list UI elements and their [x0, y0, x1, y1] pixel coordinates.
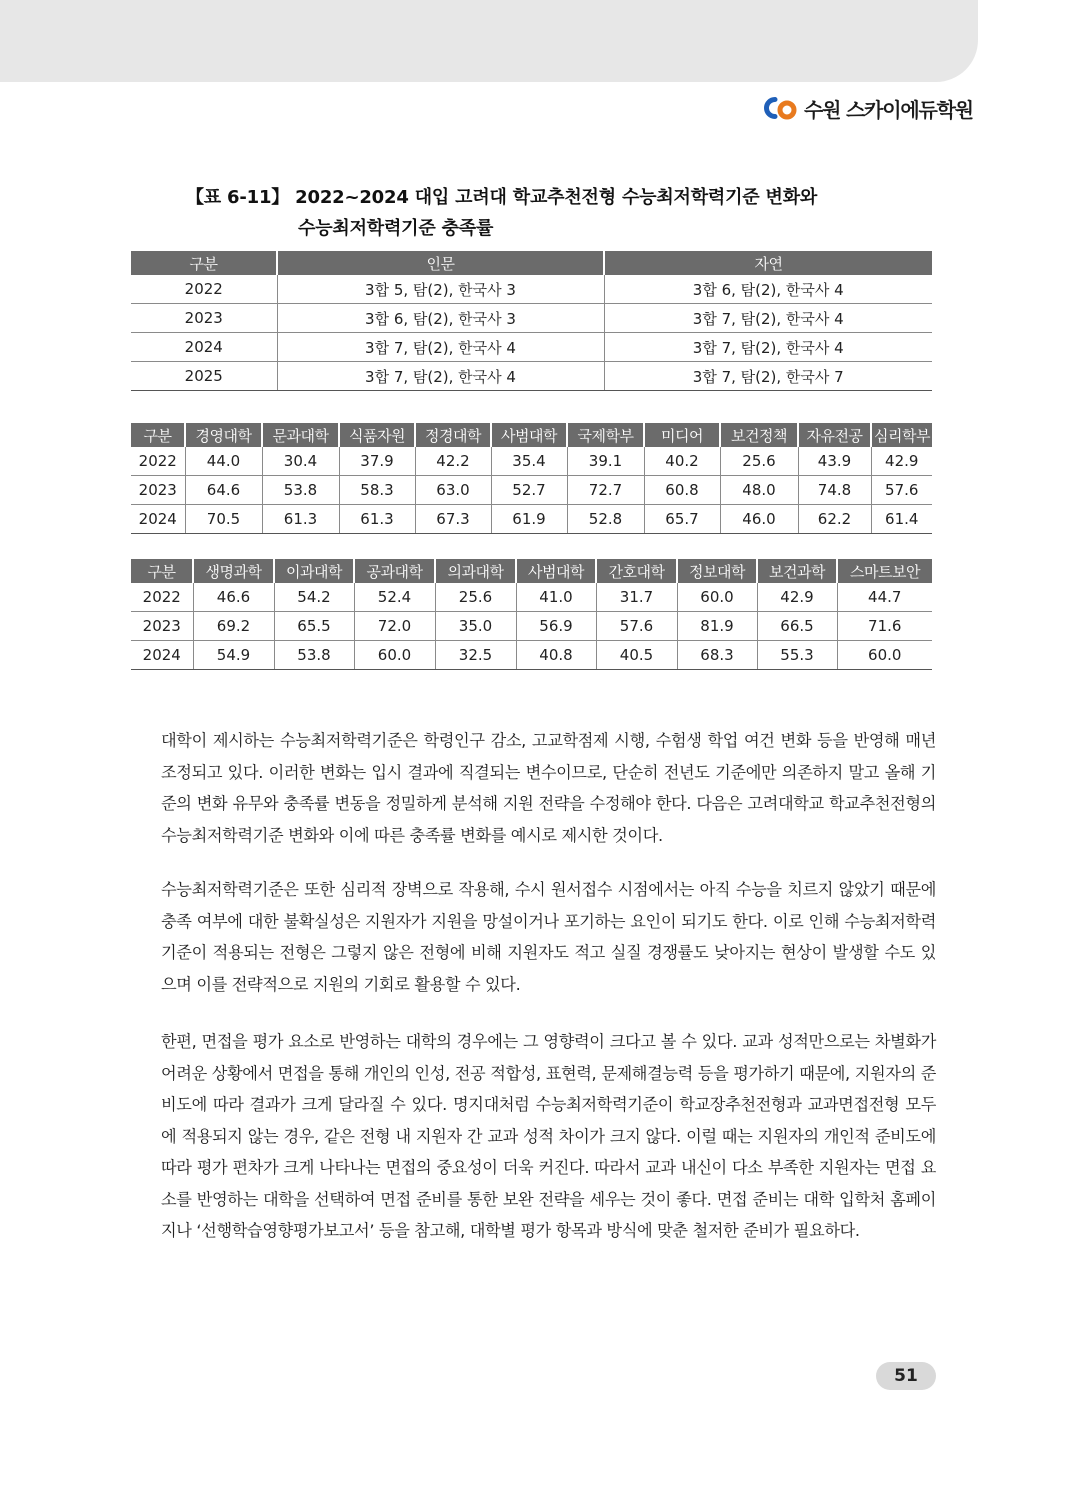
table-cell: 61.4 — [871, 505, 932, 534]
table-cell: 60.0 — [677, 583, 757, 612]
brand-name: 수원 스카이에듀학원 — [804, 97, 973, 122]
table-cell: 31.7 — [596, 583, 677, 612]
table-cell: 61.9 — [491, 505, 567, 534]
table-row — [131, 447, 932, 476]
table-cell: 69.2 — [193, 612, 274, 641]
column-header: 자연 — [604, 251, 932, 275]
table-cell: 44.7 — [837, 583, 932, 612]
column-header: 구분 — [131, 559, 193, 583]
table-cell: 32.5 — [435, 641, 516, 670]
table-cell: 53.8 — [274, 641, 354, 670]
table-cell: 60.8 — [644, 476, 720, 505]
column-header: 생명과학 — [193, 559, 274, 583]
column-header: 구분 — [131, 423, 185, 447]
row-year-cell: 2024 — [131, 505, 185, 534]
caption-line-1: 【표 6-11】 2022~2024 대입 고려대 학교추천전형 수능최저학력기준 변화와 — [186, 187, 818, 208]
column-header: 문과대학 — [262, 423, 339, 447]
table-header-row — [131, 423, 932, 447]
paragraph: 대학이 제시하는 수능최저학력기준은 학령인구 감소, 고교학점제 시행, 수험생 학업 여건 변화 등을 반영해 매년 조정되고 있다. 이러한 변화는 입시 결과에 직결되는 변수이므로, 단순히 전년도 기준에만 의존하지 말고 올해 기준의 변화 유무와 충족률 변동을 정밀하게 분석해 지원 전략을 수정해야 한다. 다음은 고려대학교 학교추천전형의 수능최저학력기준 변화와 이에 따른 충족률 변화를 예시로 제시한 것이다. — [161, 731, 936, 845]
row-year-cell: 2025 — [131, 362, 277, 391]
table-cell: 55.3 — [757, 641, 837, 670]
row-year-cell: 2022 — [142, 588, 181, 606]
caption-line-2: 수능최저학력기준 충족률 — [298, 218, 494, 239]
column-header: 심리학부 — [871, 423, 932, 447]
column-header: 구분 — [131, 251, 277, 275]
table-cell: 3합 5, 탐(2), 한국사 3 — [277, 275, 604, 304]
table-row — [131, 476, 932, 505]
table-cell: 46.6 — [193, 583, 274, 612]
table-cell: 67.3 — [415, 505, 491, 534]
column-header: 의과대학 — [435, 559, 516, 583]
table-cell: 3합 6, 탐(2), 한국사 3 — [277, 304, 604, 333]
table-cell: 72.7 — [567, 476, 644, 505]
table-cell: 71.6 — [837, 612, 932, 641]
table-cell: 39.1 — [567, 447, 644, 476]
rates-table-1 — [131, 423, 932, 534]
column-header: 식품자원 — [339, 423, 415, 447]
table-row — [131, 641, 932, 670]
column-header: 정경대학 — [415, 423, 491, 447]
row-year-cell: 2022 — [184, 280, 223, 298]
table-cell: 74.8 — [798, 476, 871, 505]
rates-table-2 — [131, 559, 932, 670]
row-year-cell: 2024 — [131, 641, 193, 670]
row-year-cell: 2024 — [131, 333, 277, 362]
table-cell: 42.9 — [871, 447, 932, 476]
table-cell: 68.3 — [677, 641, 757, 670]
table-cell: 65.5 — [274, 612, 354, 641]
column-header: 국제학부 — [567, 423, 644, 447]
column-header: 사범대학 — [516, 559, 596, 583]
table-cell: 25.6 — [435, 583, 516, 612]
column-header: 자유전공 — [798, 423, 871, 447]
table-cell: 72.0 — [354, 612, 435, 641]
table-cell: 57.6 — [596, 612, 677, 641]
table-cell: 53.8 — [262, 476, 339, 505]
table-header-row — [131, 251, 932, 275]
table-cell: 56.9 — [516, 612, 596, 641]
table-cell: 61.3 — [262, 505, 339, 534]
column-header: 보건정책 — [720, 423, 798, 447]
table-cell: 57.6 — [871, 476, 932, 505]
table-row — [131, 333, 932, 362]
table-row — [131, 505, 932, 534]
table-cell: 40.8 — [516, 641, 596, 670]
column-header: 정보대학 — [677, 559, 757, 583]
column-header: 인문 — [277, 251, 604, 275]
table-cell: 54.2 — [274, 583, 354, 612]
table-cell: 64.6 — [185, 476, 262, 505]
table-cell: 52.4 — [354, 583, 435, 612]
column-header: 공과대학 — [354, 559, 435, 583]
co-logo-icon — [760, 95, 800, 121]
column-header: 미디어 — [644, 423, 720, 447]
table-cell: 60.0 — [837, 641, 932, 670]
table-cell: 3합 7, 탐(2), 한국사 7 — [604, 362, 932, 391]
table-cell: 30.4 — [262, 447, 339, 476]
column-header: 이과대학 — [274, 559, 354, 583]
table-cell: 3합 6, 탐(2), 한국사 4 — [604, 275, 932, 304]
table-cell: 63.0 — [415, 476, 491, 505]
column-header: 사범대학 — [491, 423, 567, 447]
criteria-table — [131, 251, 932, 391]
page-number: 51 — [876, 1362, 936, 1390]
column-header: 스마트보안 — [837, 559, 932, 583]
table-cell: 54.9 — [193, 641, 274, 670]
table-cell: 35.0 — [435, 612, 516, 641]
table-caption — [186, 182, 906, 244]
table-cell: 35.4 — [491, 447, 567, 476]
table-header-row — [131, 559, 932, 583]
table-cell: 42.2 — [415, 447, 491, 476]
paragraph: 수능최저학력기준은 또한 심리적 장벽으로 작용해, 수시 원서접수 시점에서는 아직 수능을 치르지 않았기 때문에 충족 여부에 대한 불확실성은 지원자가 지원을 망설이거나 포기하는 요인이 되기도 한다. 이로 인해 수능최저학력기준이 적용되는 전형은 그렇지 않은 전형에 비해 지원자도 적고 실질 경쟁률도 낮아지는 현상이 발생할 수도 있으며 이를 전략적으로 지원의 기회로 활용할 수 있다. — [161, 880, 936, 994]
table-cell: 40.2 — [644, 447, 720, 476]
column-header: 보건과학 — [757, 559, 837, 583]
table-cell: 61.3 — [339, 505, 415, 534]
row-year-cell: 2023 — [131, 612, 193, 641]
brand-logo — [760, 93, 973, 123]
table-cell: 40.5 — [596, 641, 677, 670]
table-cell: 66.5 — [757, 612, 837, 641]
row-year-cell: 2022 — [138, 452, 177, 470]
table-row — [131, 304, 932, 333]
table-row — [131, 583, 932, 612]
table-cell: 58.3 — [339, 476, 415, 505]
table-cell: 62.2 — [798, 505, 871, 534]
table-cell: 25.6 — [720, 447, 798, 476]
table-cell: 81.9 — [677, 612, 757, 641]
table-cell: 3합 7, 탐(2), 한국사 4 — [277, 333, 604, 362]
row-year-cell: 2023 — [131, 304, 277, 333]
table-cell: 37.9 — [339, 447, 415, 476]
table-cell: 3합 7, 탐(2), 한국사 4 — [604, 333, 932, 362]
table-cell: 41.0 — [516, 583, 596, 612]
table-cell: 43.9 — [798, 447, 871, 476]
table-cell: 52.8 — [567, 505, 644, 534]
table-cell: 44.0 — [185, 447, 262, 476]
table-cell: 48.0 — [720, 476, 798, 505]
table-cell: 60.0 — [354, 641, 435, 670]
table-cell: 52.7 — [491, 476, 567, 505]
table-row — [131, 612, 932, 641]
table-cell: 3합 7, 탐(2), 한국사 4 — [604, 304, 932, 333]
column-header: 간호대학 — [596, 559, 677, 583]
paragraph: 한편, 면접을 평가 요소로 반영하는 대학의 경우에는 그 영향력이 크다고 볼 수 있다. 교과 성적만으로는 차별화가 어려운 상황에서 면접을 통해 개인의 인성, 전공 적합성, 표현력, 문제해결능력 등을 평가하기 때문에, 지원자의 준비도에 따라 결과가 크게 달라질 수 있다. 명지대처럼 수능최저학력기준이 학교장추천전형과 교과면접전형 모두에 적용되지 않는 경우, 같은 전형 내 지원자 간 교과 성적 차이가 크지 않다. 이럴 때는 지원자의 개인적 준비도에 따라 평가 편차가 크게 나타나는 면접의 중요성이 더욱 커진다. 따라서 교과 내신이 다소 부족한 지원자는 면접 요소를 반영하는 대학을 선택하여 면접 준비를 통한 보완 전략을 세우는 것이 좋다. 면접 준비는 대학 입학처 홈페이지나 ‘선행학습영향평가보고서’ 등을 참고해, 대학별 평가 항목과 방식에 맞춘 철저한 준비가 필요하다. — [161, 1032, 936, 1240]
table-cell: 3합 7, 탐(2), 한국사 4 — [277, 362, 604, 391]
table-row — [131, 275, 932, 304]
table-row — [131, 362, 932, 391]
table-cell: 65.7 — [644, 505, 720, 534]
table-cell: 42.9 — [757, 583, 837, 612]
column-header: 경영대학 — [185, 423, 262, 447]
table-cell: 46.0 — [720, 505, 798, 534]
row-year-cell: 2023 — [131, 476, 185, 505]
table-cell: 70.5 — [185, 505, 262, 534]
header-band — [0, 0, 978, 82]
